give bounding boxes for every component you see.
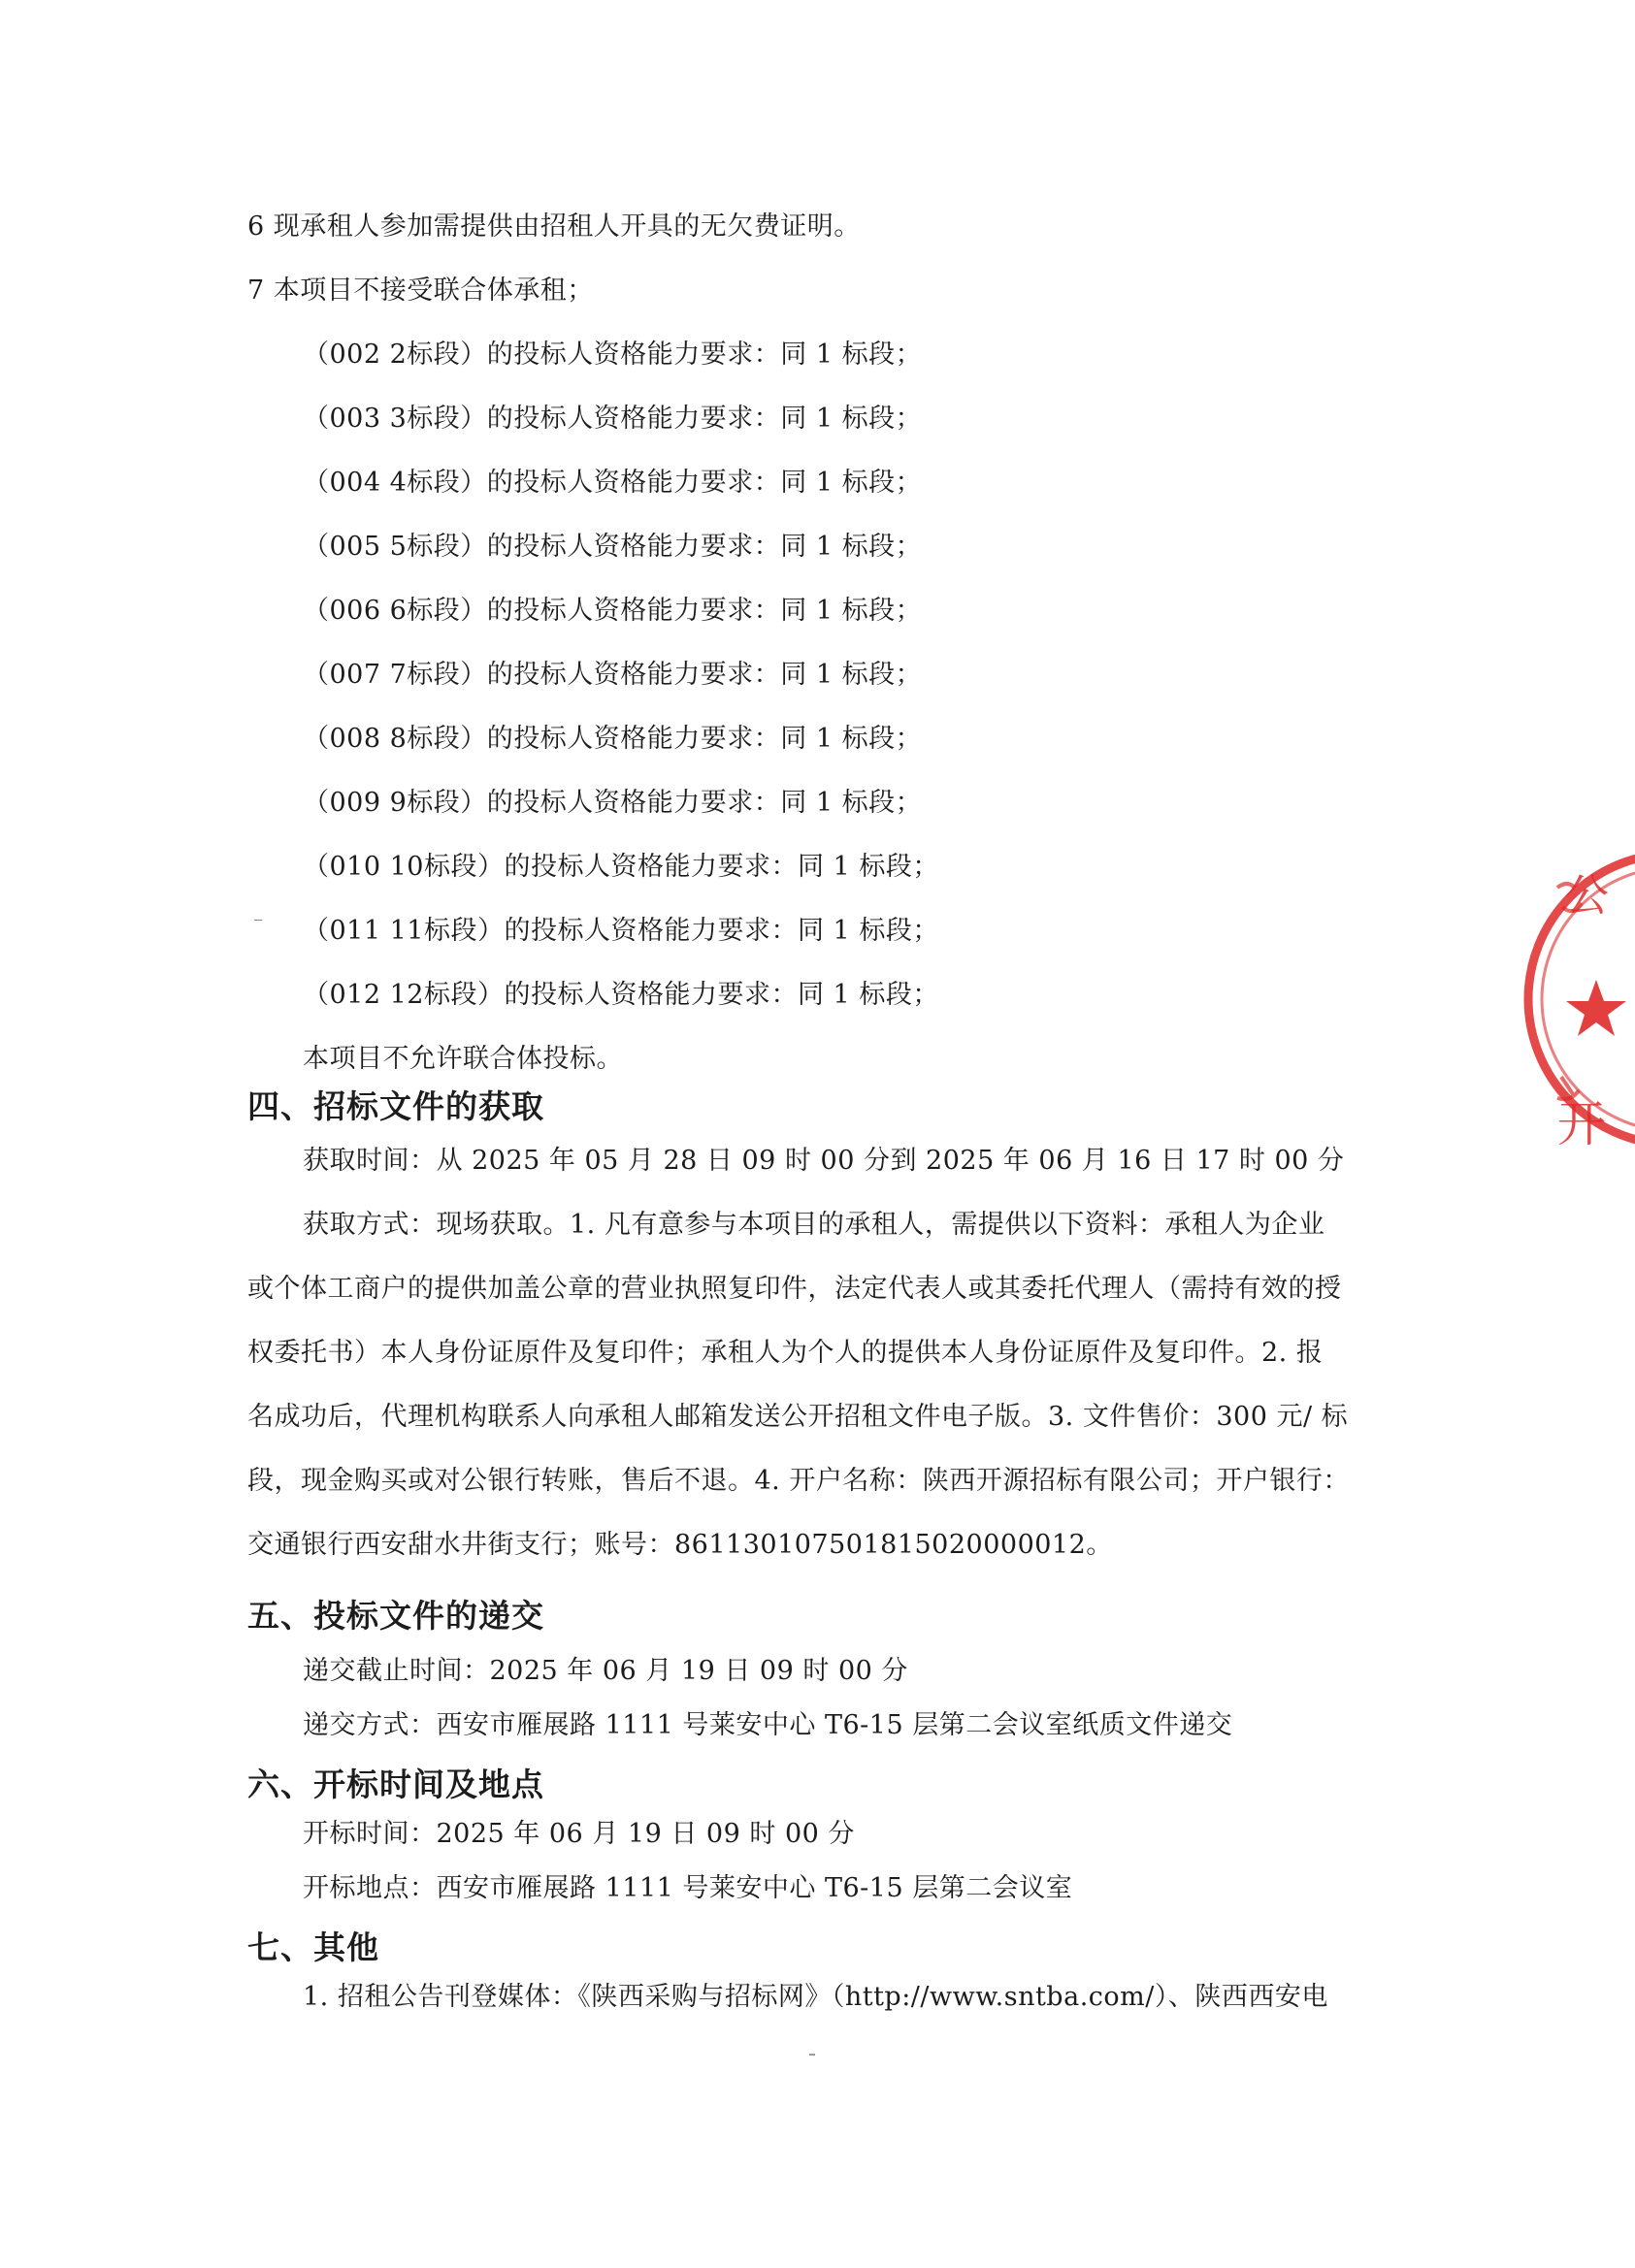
lot-requirement: （007 7标段）的投标人资格能力要求：同 1 标段； [303, 660, 923, 690]
lot-requirement: （002 2标段）的投标人资格能力要求：同 1 标段； [303, 340, 923, 370]
lot-requirement: （008 8标段）的投标人资格能力要求：同 1 标段； [303, 724, 923, 754]
acquisition-method-line: 或个体工商户的提供加盖公章的营业执照复印件，法定代表人或其委托代理人（需持有效的授 [247, 1274, 1342, 1304]
opening-time: 开标时间：2025 年 06 月 19 日 09 时 00 分 [303, 1819, 855, 1849]
requirement-item-7: 7 本项目不接受联合体承租； [247, 275, 594, 306]
star-icon [1566, 980, 1626, 1036]
lot-requirement: （003 3标段）的投标人资格能力要求：同 1 标段； [303, 404, 923, 434]
lot-requirement: （010 10标段）的投标人资格能力要求：同 1 标段； [303, 852, 939, 882]
submission-deadline: 递交截止时间：2025 年 06 月 19 日 09 时 00 分 [303, 1656, 908, 1686]
requirement-item-6: 6 现承租人参加需提供由招租人开具的无欠费证明。 [247, 211, 861, 242]
acquisition-method-line: 段，现金购买或对公银行转账，售后不退。4. 开户名称：陕西开源招标有限公司；开户银行： [247, 1466, 1350, 1496]
seal-char: 开 [1557, 1096, 1606, 1152]
submission-method: 递交方式：西安市雁展路 1111 号莱安中心 T6-15 层第二会议室纸质文件递交 [303, 1710, 1233, 1740]
acquisition-method-line: 权委托书）本人身份证原件及复印件；承租人为个人的提供本人身份证原件及复印件。2. 报 [247, 1338, 1324, 1368]
seal-char: 公 [1564, 869, 1609, 922]
lot-requirement: （012 12标段）的投标人资格能力要求：同 1 标段； [303, 980, 939, 1010]
section-heading-acquisition: 四、招标文件的获取 [247, 1087, 544, 1125]
section-heading-submission: 五、投标文件的递交 [247, 1597, 544, 1635]
opening-place: 开标地点：西安市雁展路 1111 号莱安中心 T6-15 层第二会议室 [303, 1873, 1073, 1903]
lot-requirement: （006 6标段）的投标人资格能力要求：同 1 标段； [303, 596, 923, 626]
acquisition-method-line: 获取方式：现场获取。1. 凡有意参与本项目的承租人，需提供以下资料：承租人为企业 [303, 1210, 1325, 1240]
acquisition-method-line: 名成功后，代理机构联系人向承租人邮箱发送公开招租文件电子版。3. 文件售价：300 元/ 标 [247, 1402, 1349, 1432]
section-heading-other: 七、其他 [247, 1928, 379, 1966]
lot-requirement: （004 4标段）的投标人资格能力要求：同 1 标段； [303, 468, 923, 498]
scan-mark [254, 920, 262, 921]
acquisition-method-line: 交通银行西安甜水井街支行；账号：861130107501815020000012。 [247, 1530, 1113, 1560]
lot-requirement: （011 11标段）的投标人资格能力要求：同 1 标段； [303, 916, 939, 946]
acquisition-time: 获取时间：从 2025 年 05 月 28 日 09 时 00 分到 2025 年 06 月 16 日 17 时 00 分 [303, 1146, 1345, 1176]
lot-requirement: （005 5标段）的投标人资格能力要求：同 1 标段； [303, 532, 923, 562]
no-consortium-note: 本项目不允许联合体投标。 [303, 1044, 623, 1074]
scan-mark [809, 2054, 815, 2056]
other-item-1: 1. 招租公告刊登媒体：《陕西采购与招标网》（http://www.sntba.com/）、陕西西安电 [303, 1982, 1328, 2012]
section-heading-opening: 六、开标时间及地点 [247, 1766, 544, 1803]
lot-requirement: （009 9标段）的投标人资格能力要求：同 1 标段； [303, 788, 923, 818]
